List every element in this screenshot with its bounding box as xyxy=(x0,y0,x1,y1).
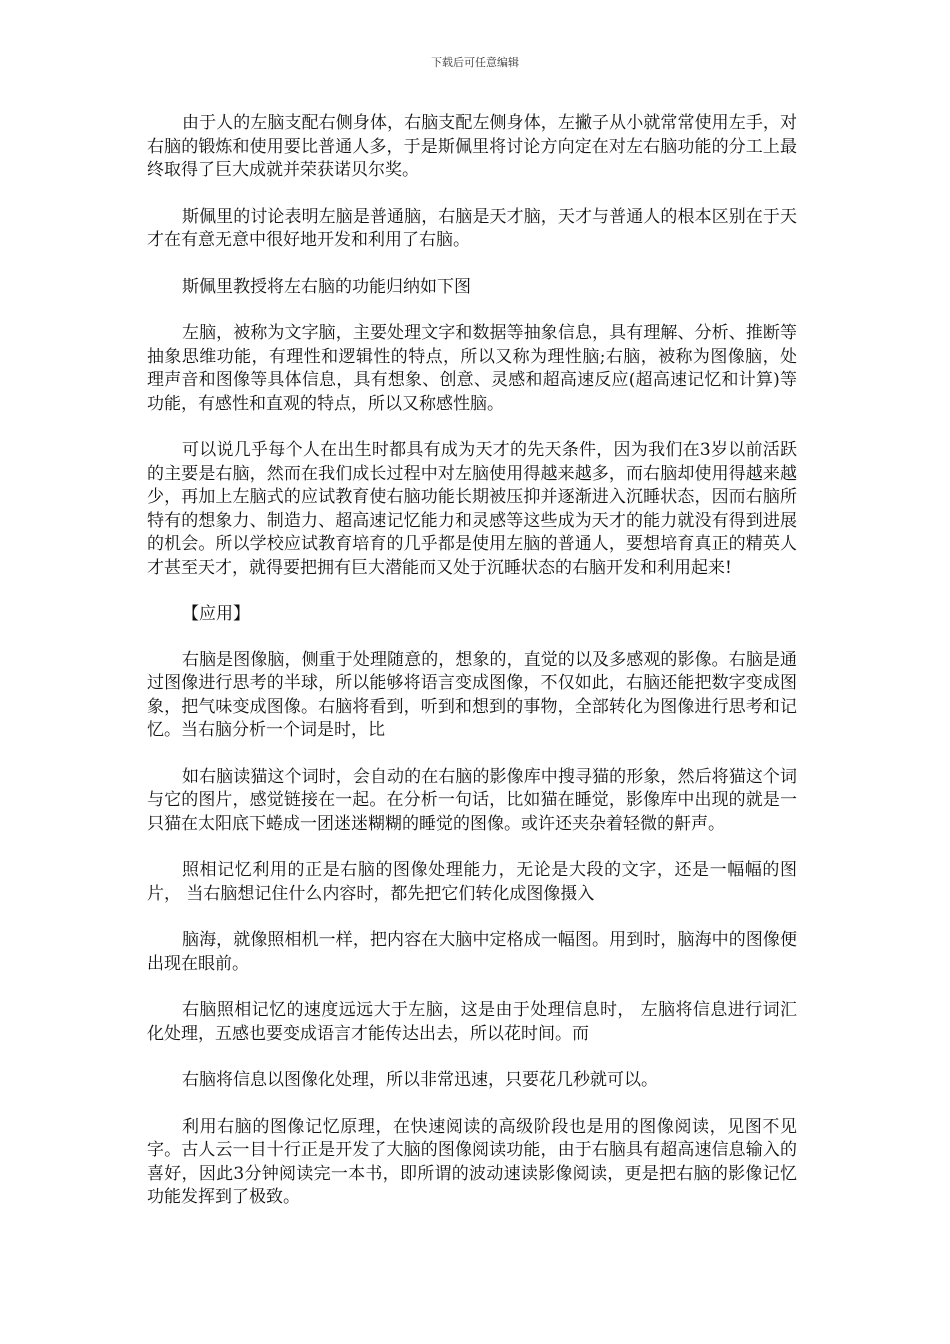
paragraph-function-summary: 斯佩里教授将左右脑的功能归纳如下图 xyxy=(182,276,471,297)
paragraph-left-right-brain: 左脑，被称为文字脑，主要处理文字和数据等抽象信息，具有理解、分析、推断等抽象思维功能，有理性和逻辑性的特点，所以又称为理性脑;右脑，被称为图像脑，处理声音和图像等具体信息，具有想象、创意、灵感和超高速反应(超高速记忆和计算)等功能，有感性和直观的特点，所以又称感性脑。 xyxy=(147,323,797,414)
document-body xyxy=(147,112,797,1233)
paragraph-photographic-memory: 照相记忆利用的正是右脑的图像处理能力，无论是大段的文字，还是一幅幅的图片， 当右脑想记住什么内容时，都先把它们转化成图像摄入 xyxy=(147,860,797,904)
paragraph-fast-processing: 右脑将信息以图像化处理，所以非常迅速，只要花几秒就可以。 xyxy=(182,1070,658,1090)
paragraph-left-handed: 由于人的左脑支配右侧身体，右脑支配左侧身体，左撇子从小就常常使用左手，对右脑的锻炼和使用要比普通人多，于是斯佩里将讨论方向定在对左右脑功能的分工上最终取得了巨大成就并荣获诺贝尔奖。 xyxy=(147,113,797,180)
paragraph-memory-speed: 右脑照相记忆的速度远远大于左脑，这是由于处理信息时， 左脑将信息进行词汇化处理，五感也要变成语言才能传达出去，所以花时间。而 xyxy=(147,1000,797,1044)
paragraph-cat-example: 如右脑读猫这个词时，会自动的在右脑的影像库中搜寻猫的形象，然后将猫这个词与它的图片，感觉链接在一起。在分析一句话，比如猫在睡觉，影像库中出现的就是一只猫在太阳底下蜷成一团迷迷糊糊的睡觉的图像。或许还夹杂着轻微的鼾声。 xyxy=(147,766,797,834)
paragraph-speed-reading: 利用右脑的图像记忆原理，在快速阅读的高级阶段也是用的图像阅读，见图不见字。古人云一目十行正是开发了大脑的图像阅读功能，由于右脑具有超高速信息输入的喜好，因此3分钟阅读完一本书，即所谓的波动速读影像阅读，更是把右脑的影像记忆功能发挥到了极致。 xyxy=(147,1116,797,1207)
paragraph-innate-genius: 可以说几乎每个人在出生时都具有成为天才的先天条件，因为我们在3岁以前活跃的主要是右脑，然而在我们成长过程中对左脑使用得越来越多，而右脑却使用得越来越少，再加上左脑式的应试教育使右脑功能长期被压抑并逐渐进入沉睡状态，因而右脑所特有的想象力、制造力、超高速记忆能力和灵感等这些成为天才的能力就没有得到进展的机会。所以学校应试教育培育的几乎都是使用左脑的普通人，要想培育真正的精英人才甚至天才，就得要把拥有巨大潜能而又处于沉睡状态的右脑开发和利用起来! xyxy=(147,440,797,578)
paragraph-genius-brain: 斯佩里的讨论表明左脑是普通脑，右脑是天才脑，天才与普通人的根本区别在于天才在有意无意中很好地开发和利用了右脑。 xyxy=(147,206,797,250)
paragraph-image-brain: 右脑是图像脑，侧重于处理随意的，想象的，直觉的以及多感观的影像。右脑是通过图像进行思考的半球，所以能够将语言变成图像，不仅如此，右脑还能把数字变成图象，把气味变成图像。右脑将看到，听到和想到的事物，全部转化为图像进行思考和记忆。当右脑分析一个词是时，比 xyxy=(147,649,797,740)
page-header-note: 下载后可任意编辑 xyxy=(431,56,519,69)
section-heading-application: 【应用】 xyxy=(182,604,250,624)
paragraph-camera-analogy: 脑海，就像照相机一样，把内容在大脑中定格成一幅图。用到时，脑海中的图像便出现在眼前。 xyxy=(147,930,797,974)
